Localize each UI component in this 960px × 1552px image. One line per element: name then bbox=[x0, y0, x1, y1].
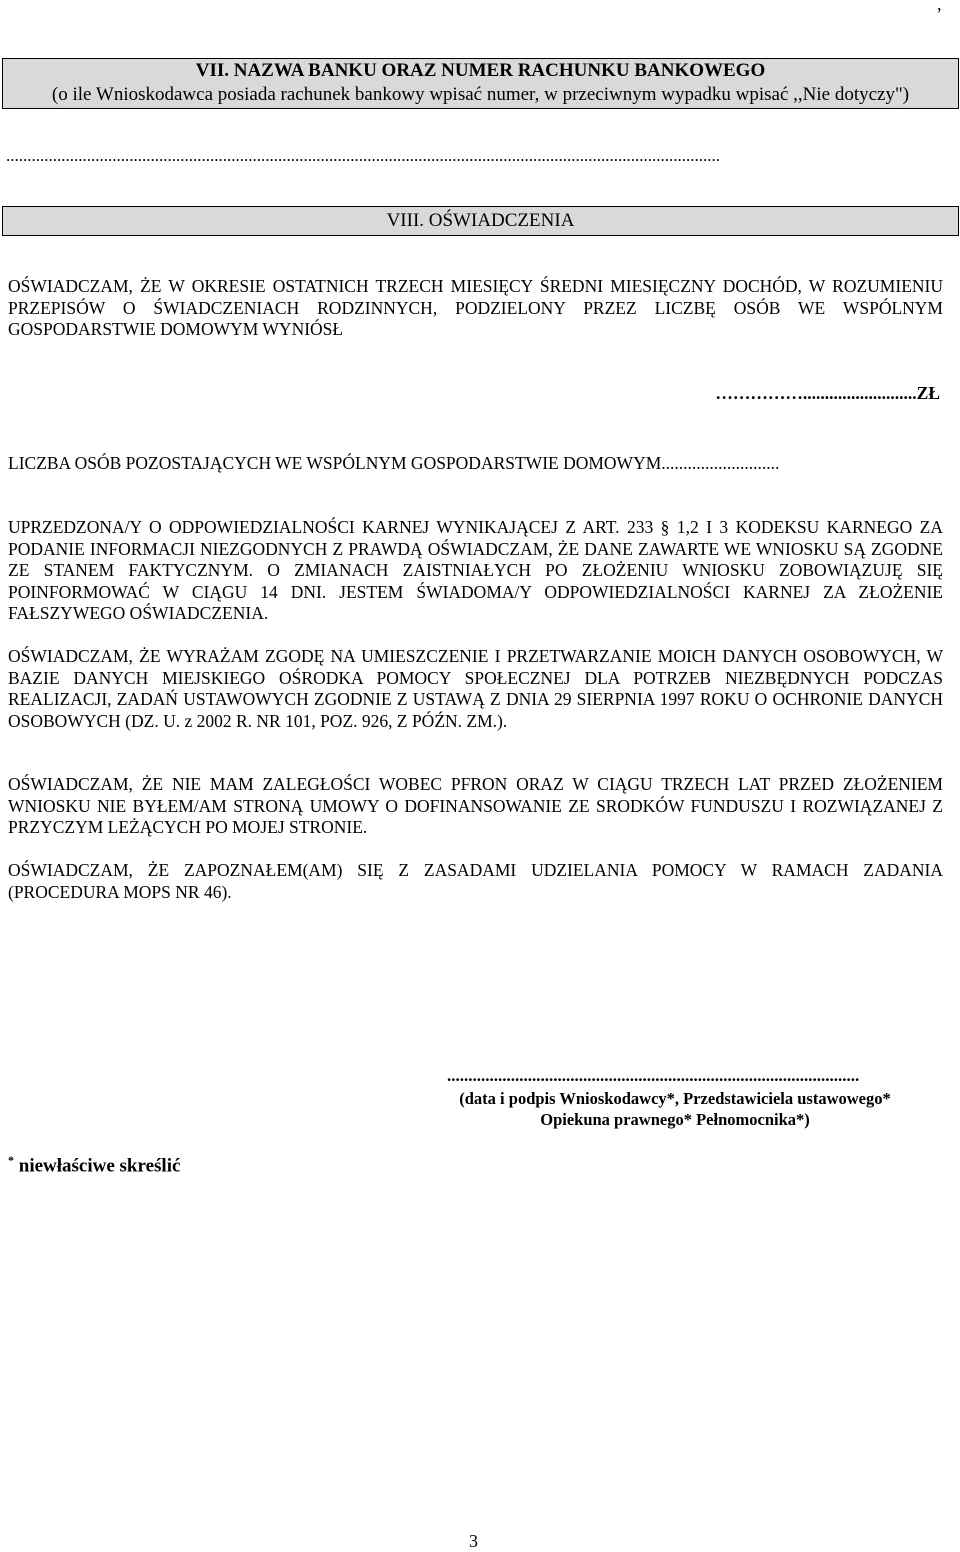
signature-caption bbox=[440, 1088, 910, 1130]
signature-caption-line-1: (data i podpis Wnioskodawcy*, Przedstawiciela ustawowego* bbox=[459, 1089, 891, 1108]
page-corner-mark: , bbox=[937, 0, 942, 14]
procedure-statement: OŚWIADCZAM, ŻE ZAPOZNAŁEM(AM) SIĘ Z ZASADAMI UDZIELANIA POMOCY W RAMACH ZADANIA (PROCEDURA MOPS NR 46). bbox=[8, 860, 943, 902]
footnote-marker: * bbox=[8, 1153, 14, 1167]
household-count-field[interactable]: LICZBA OSÓB POZOSTAJĄCYCH WE WSPÓLNYM GOSPODARSTWIE DOMOWYM........................... bbox=[8, 453, 780, 473]
section-7-title: VII. NAZWA BANKU ORAZ NUMER RACHUNKU BANKOWEGO bbox=[195, 60, 766, 81]
criminal-liability-statement: UPRZEDZONA/Y O ODPOWIEDZIALNOŚCI KARNEJ WYNIKAJĄCEJ Z ART. 233 § 1,2 I 3 KODEKSU KARNEGO ZA PODANIE INFORMACJI NIEZGODNYCH Z PRAWDĄ OŚWIADCZAM, ŻE DANE ZAWARTE WE WNIOSKU SĄ ZGODNE ZE STANEM FAKTYCZNYM. O ZMIANACH ZAISTNIAŁYCH PO ZŁOŻENIU WNIOSKU ZOBOWIĄZUJĘ SIĘ POINFORMOWAĆ W CIĄGU 14 DNI. JESTEM ŚWIADOMA/Y ODPOWIEDZIALNOŚCI KARNEJ ZA ZŁOŻENIE FAŁSZYWEGO OŚWIADCZENIA. bbox=[8, 517, 943, 623]
data-processing-consent: OŚWIADCZAM, ŻE WYRAŻAM ZGODĘ NA UMIESZCZENIE I PRZETWARZANIE MOICH DANYCH OSOBOWYCH, W BAZIE DANYCH MIEJSKIEGO OŚRODKA POMOCY SPOŁECZNEJ DLA POTRZEB NIEZBĘDNYCH PODCZAS REALIZACJI, ZADAŃ USTAWOWYCH ZGODNIE Z USTAWĄ Z DNIA 29 SIERPNIA 1997 ROKU O OCHRONIE DANYCH OSOBOWYCH (DZ. U. z 2002 R. NR 101, POZ. 926, Z PÓŹN. ZM.). bbox=[8, 646, 943, 731]
footnote-text: niewłaściwe skreślić bbox=[14, 1155, 181, 1177]
pfron-statement: OŚWIADCZAM, ŻE NIE MAM ZALEGŁOŚCI WOBEC PFRON ORAZ W CIĄGU TRZECH LAT PRZED ZŁOŻENIEM WNIOSKU NIE BYŁEM/AM STRONĄ UMOWY O DOFINANSOWANIE ZE SRODKÓW FUNDUSZU I ROZWIĄZANEJ Z PRZYCZYM LEŻĄCYCH PO MOJEJ STRONIE. bbox=[8, 774, 943, 837]
section-8-title: VIII. OŚWIADCZENIA bbox=[386, 210, 575, 231]
section-8-header bbox=[2, 206, 959, 236]
income-statement: OŚWIADCZAM, ŻE W OKRESIE OSTATNICH TRZECH MIESIĘCY ŚREDNI MIESIĘCZNY DOCHÓD, W ROZUMIENIU PRZEPISÓW O ŚWIADCZENIACH RODZINNYCH, PODZIELONY PRZEZ LICZBĘ OSÓB WE WSPÓLNYM GOSPODARSTWIE DOMOWYM WYNIÓSŁ bbox=[8, 276, 943, 339]
section-7-header bbox=[2, 58, 959, 109]
signature-line[interactable]: ................................................................................................. bbox=[447, 1066, 860, 1085]
bank-account-fill-line[interactable]: ........................................................................................................................................................................ bbox=[6, 146, 720, 165]
page-number: 3 bbox=[469, 1531, 478, 1551]
section-7-subtitle: (o ile Wnioskodawca posiada rachunek bankowy wpisać numer, w przeciwnym wypadku wpisać ,,Nie dotyczy") bbox=[51, 84, 910, 105]
income-value-field[interactable]: ……………..........................ZŁ bbox=[715, 383, 940, 403]
signature-caption-line-2: Opiekuna prawnego* Pełnomocnika*) bbox=[540, 1110, 810, 1129]
footnote bbox=[8, 1153, 180, 1177]
